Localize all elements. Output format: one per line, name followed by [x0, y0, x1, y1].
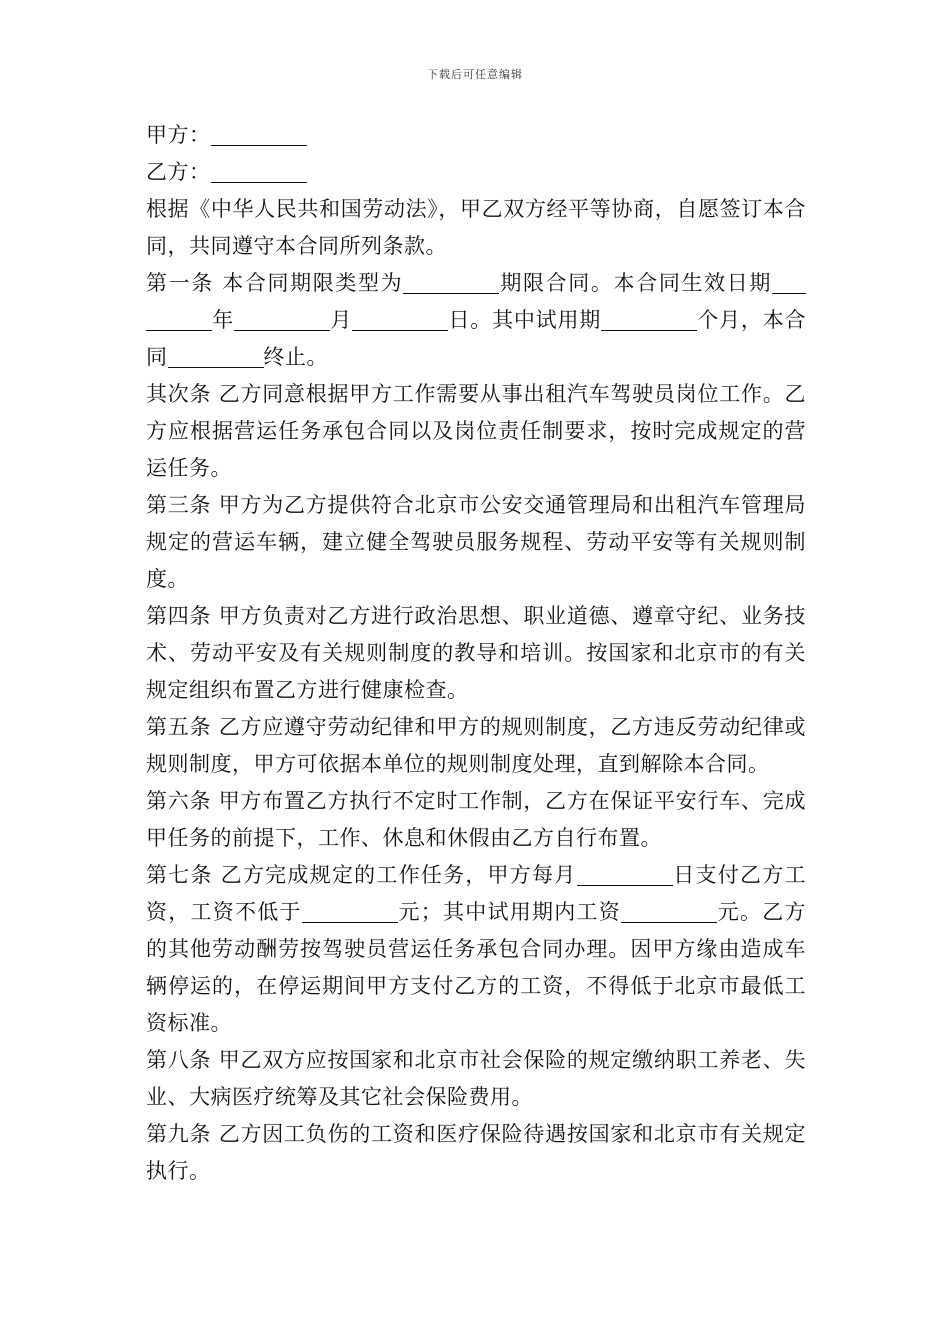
effective-month-blank	[234, 304, 330, 331]
article-8: 第八条 甲乙双方应按国家和北京市社会保险的规定缴纳职工养老、失业、大病医疗统筹及其它社会保险费用。	[146, 1048, 806, 1109]
termination-blank	[168, 341, 264, 368]
article-1-text: 月	[330, 308, 353, 332]
article-5: 第五条 乙方应遵守劳动纪律和甲方的规则制度，乙方违反劳动纪律或规则制度，甲方可依据本单位的规则制度处理，直到解除本合同。	[146, 715, 806, 776]
party-a-line	[146, 117, 806, 154]
article-4: 第四条 甲方负责对乙方进行政治思想、职业道德、遵章守纪、业务技术、劳动平安及有关规则制度的教导和培训。按国家和北京市的有关规定组织布置乙方进行健康检查。	[146, 604, 806, 702]
probation-months-blank	[601, 304, 697, 331]
min-wage-blank	[302, 896, 398, 923]
contract-body	[146, 117, 806, 1190]
article-9: 第九条 乙方因工负伤的工资和医疗保险待遇按国家和北京市有关规定执行。	[146, 1122, 806, 1183]
article-7-text: 日支付乙方工资，工资不低于	[146, 863, 806, 924]
intro-paragraph: 根据《中华人民共和国劳动法》，甲乙双方经平等协商，自愿签订本合同，共同遵守本合同所列条款。	[146, 197, 806, 258]
effective-year-blank-a	[772, 267, 806, 294]
contract-type-blank	[403, 267, 499, 294]
header-note: 下载后可任意编辑	[427, 68, 523, 81]
party-b-label: 乙方：	[146, 160, 211, 184]
party-b-line	[146, 154, 806, 191]
article-1-text: 期限合同。本合同生效日期	[499, 271, 772, 295]
article-1-text: 年	[212, 308, 235, 332]
party-b-blank	[211, 156, 307, 183]
article-3: 第三条 甲方为乙方提供符合北京市公安交通管理局和出租汽车管理局规定的营运车辆，建立健全驾驶员服务规程、劳动平安等有关规则制度。	[146, 493, 806, 591]
effective-year-blank-b	[146, 304, 212, 331]
pay-day-blank	[577, 859, 673, 886]
article-1-text: 个月，本合同	[146, 308, 807, 369]
article-6: 第六条 甲方布置乙方执行不定时工作制，乙方在保证平安行车、完成甲任务的前提下，工作、休息和休假由乙方自行布置。	[146, 789, 806, 850]
effective-day-blank	[352, 304, 448, 331]
article-7	[146, 857, 806, 1042]
article-1-text: 终止。	[263, 345, 328, 369]
article-7-text: 元。乙方的其他劳动酬劳按驾驶员营运任务承包合同办理。因甲方缘由造成车辆停运的，在停运期间甲方支付乙方的工资，不得低于北京市最低工资标准。	[146, 900, 806, 1035]
party-a-blank	[211, 119, 307, 146]
party-a-label: 甲方：	[146, 123, 211, 147]
article-1-text: 日。其中试用期	[448, 308, 602, 332]
article-7-text: 元；其中试用期内工资	[397, 900, 621, 924]
article-2: 其次条 乙方同意根据甲方工作需要从事出租汽车驾驶员岗位工作。乙方应根据营运任务承包合同以及岗位责任制要求，按时完成规定的营运任务。	[146, 382, 806, 480]
article-1-text: 第一条 本合同期限类型为	[146, 271, 404, 295]
article-7-text: 第七条 乙方完成规定的工作任务，甲方每月	[146, 863, 577, 887]
article-1	[146, 265, 806, 376]
probation-wage-blank	[621, 896, 717, 923]
